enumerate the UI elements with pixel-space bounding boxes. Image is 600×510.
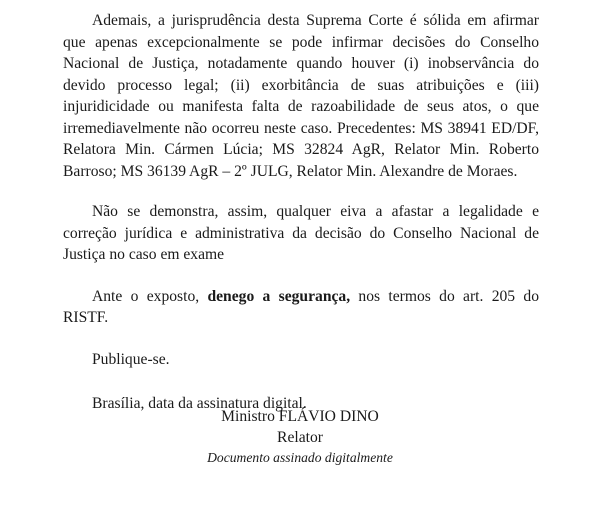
digital-signature-note: Documento assinado digitalmente <box>207 450 393 465</box>
paragraph-jurisprudence: Ademais, a jurisprudência desta Suprema Corte é sólida em afirmar que apenas excepcionalmente se pode infirmar decisões do Conselho Nacional de Justiça, notadamente quando houver (i) inobservância do devido processo legal; (ii) exorbitância de suas atribuições e (iii) injuridicidade ou manifesta falta de razoabilidade de seus atos, o que irremediavelmente não ocorreu neste caso. Precedentes: MS 38941 ED/DF, Relatora Min. Cármen Lúcia; MS 32824 AgR, Relator Min. Roberto Barroso; MS 36139 AgR – 2º JULG, Relator Min. Alexandre de Moraes. <box>63 12 539 180</box>
paragraph-ruling <box>63 286 539 329</box>
ruling-decision: denego a segurança, <box>207 287 351 305</box>
signatory-role: Relator <box>277 429 323 446</box>
signatory-name: Ministro FLÁVIO DINO <box>221 408 379 425</box>
ruling-text-before: Ante o exposto, <box>92 287 208 305</box>
ruling-text-after: nos termos do art. 205 do RISTF. <box>63 287 540 326</box>
paragraph-conclusion: Não se demonstra, assim, qualquer eiva a afastar a legalidade e correção jurídica e administrativa da decisão do Conselho Nacional de Justiça no caso em exame <box>63 203 539 263</box>
paragraph-publish: Publique-se. <box>92 350 170 368</box>
document-body <box>63 0 539 415</box>
signature-block <box>0 406 600 468</box>
paragraph-location-date: Brasília, data da assinatura digital. <box>92 395 307 412</box>
